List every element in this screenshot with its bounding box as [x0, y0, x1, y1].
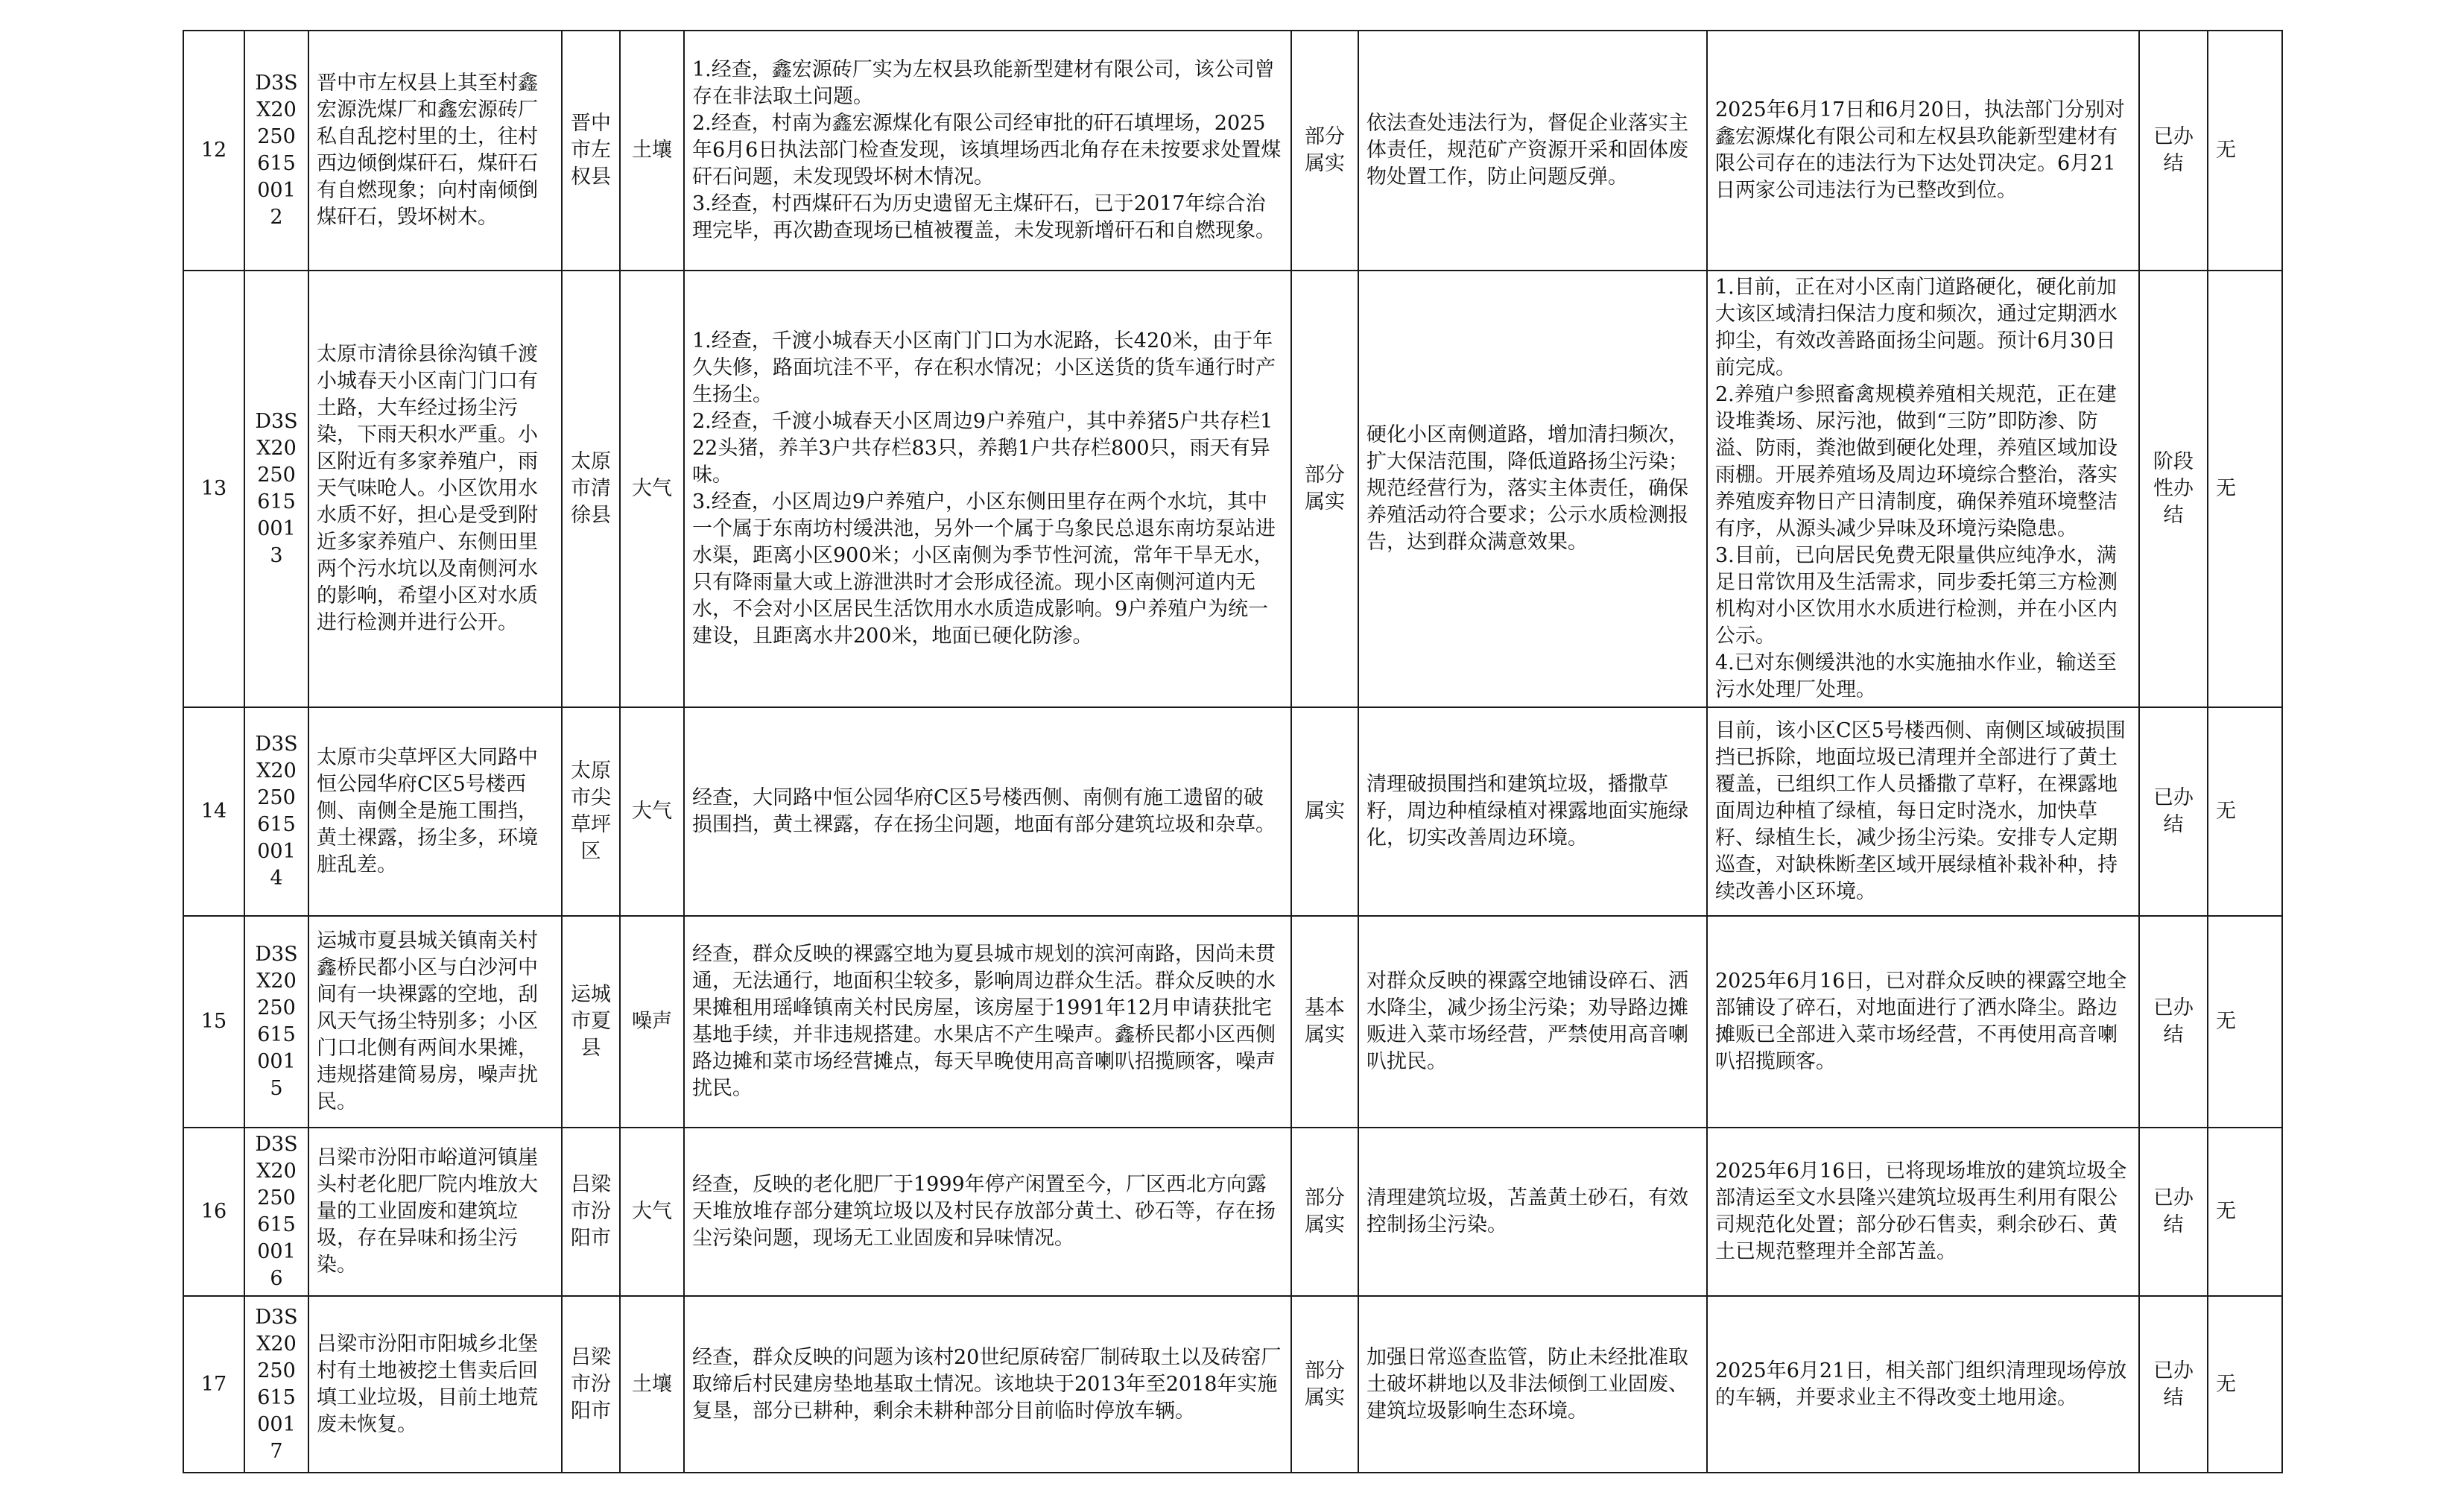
- investigation-findings-cell: 经查，大同路中恒公园华府C区5号楼西侧、南侧有施工遗留的破损围挡，黄土裸露，存在扬尘问题，地面有部分建筑垃圾和杂草。: [684, 707, 1291, 916]
- admin-area-cell: 吕梁市汾阳市: [562, 1296, 620, 1473]
- investigation-findings-cell: 经查，反映的老化肥厂于1999年停产闲置至今，厂区西北方向露天堆放堆存部分建筑垃圾以及村民存放部分黄土、砂石等，存在扬尘污染问题，现场无工业固废和异味情况。: [684, 1128, 1291, 1296]
- pollution-type-cell: 大气: [620, 1128, 684, 1296]
- investigation-findings-cell: 1.经查，鑫宏源砖厂实为左权县玖能新型建材有限公司，该公司曾存在非法取土问题。 2.经查，村南为鑫宏源煤化有限公司经审批的矸石填埋场，2025年6月6日执法部门检查发现，该填埋场西北角存在未按要求处置煤矸石问题，未发现毁坏树木情况。 3.经查，村西煤矸石为历史遗留无主煤矸石，已于2017年综合治理完毕，再次勘查现场已植被覆盖，未发现新增矸石和自燃现象。: [684, 31, 1291, 271]
- table-row: [183, 916, 2282, 1128]
- accountability-cell: 无: [2208, 271, 2282, 707]
- admin-area-cell: 吕梁市汾阳市: [562, 1128, 620, 1296]
- complaint-content-cell: 太原市清徐县徐沟镇千渡小城春天小区南门门口有土路，大车经过扬尘污染，下雨天积水严重。小区附近有多家养殖户，雨天气味呛人。小区饮用水水质不好，担心是受到附近多家养殖户、东侧田里两个污水坑以及南侧河水的影响，希望小区对水质进行检测并进行公开。: [308, 271, 562, 707]
- complaint-code-cell: D3SX20250615001 4: [244, 707, 308, 916]
- row-number-cell: 17: [183, 1296, 244, 1473]
- complaint-content-cell: 吕梁市汾阳市峪道河镇崖头村老化肥厂院内堆放大量的工业固废和建筑垃圾，存在异味和扬尘污染。: [308, 1128, 562, 1296]
- accountability-cell: 无: [2208, 916, 2282, 1128]
- row-number-cell: 12: [183, 31, 244, 271]
- accountability-cell: 无: [2208, 707, 2282, 916]
- admin-area-cell: 运城市夏县: [562, 916, 620, 1128]
- handling-measures-cell: 清理破损围挡和建筑垃圾，播撒草籽，周边种植绿植对裸露地面实施绿化，切实改善周边环境。: [1358, 707, 1707, 916]
- pollution-type-cell: 土壤: [620, 31, 684, 271]
- investigation-findings-cell: 经查，群众反映的裸露空地为夏县城市规划的滨河南路，因尚未贯通，无法通行，地面积尘较多，影响周边群众生活。群众反映的水果摊租用瑶峰镇南关村民房屋，该房屋于1991年12月申请获批宅基地手续，并非违规搭建。水果店不产生噪声。鑫桥民都小区西侧路边摊和菜市场经营摊点，每天早晚使用高音喇叭招揽顾客，噪声扰民。: [684, 916, 1291, 1128]
- row-number-cell: 15: [183, 916, 244, 1128]
- table-row: [183, 271, 2282, 707]
- rectification-progress-cell: 2025年6月16日，已对群众反映的裸露空地全部铺设了碎石，对地面进行了洒水降尘。路边摊贩已全部进入菜市场经营，不再使用高音喇叭招揽顾客。: [1707, 916, 2139, 1128]
- completion-status-cell: 已办结: [2139, 707, 2208, 916]
- completion-status-cell: 已办结: [2139, 1128, 2208, 1296]
- completion-status-cell: 已办结: [2139, 31, 2208, 271]
- verdict-cell: 部分属实: [1291, 271, 1358, 707]
- accountability-cell: 无: [2208, 31, 2282, 271]
- complaint-code-cell: D3SX20250615001 7: [244, 1296, 308, 1473]
- admin-area-cell: 太原市清徐县: [562, 271, 620, 707]
- accountability-cell: 无: [2208, 1296, 2282, 1473]
- case-table: [183, 30, 2283, 1473]
- pollution-type-cell: 土壤: [620, 1296, 684, 1473]
- handling-measures-cell: 对群众反映的裸露空地铺设碎石、洒水降尘，减少扬尘污染；劝导路边摊贩进入菜市场经营，严禁使用高音喇叭扰民。: [1358, 916, 1707, 1128]
- verdict-cell: 属实: [1291, 707, 1358, 916]
- admin-area-cell: 太原市尖草坪区: [562, 707, 620, 916]
- completion-status-cell: 已办结: [2139, 916, 2208, 1128]
- handling-measures-cell: 依法查处违法行为，督促企业落实主体责任，规范矿产资源开采和固体废物处置工作，防止问题反弹。: [1358, 31, 1707, 271]
- complaint-content-cell: 运城市夏县城关镇南关村鑫桥民都小区与白沙河中间有一块裸露的空地，刮风天气扬尘特别多；小区门口北侧有两间水果摊，违规搭建简易房，噪声扰民。: [308, 916, 562, 1128]
- complaint-code-cell: D3SX20250615001 5: [244, 916, 308, 1128]
- table-row: [183, 31, 2282, 271]
- rectification-progress-cell: 2025年6月16日，已将现场堆放的建筑垃圾全部清运至文水县隆兴建筑垃圾再生利用有限公司规范化处置；部分砂石售卖，剩余砂石、黄土已规范整理并全部苫盖。: [1707, 1128, 2139, 1296]
- pollution-type-cell: 大气: [620, 271, 684, 707]
- investigation-findings-cell: 1.经查，千渡小城春天小区南门门口为水泥路，长420米，由于年久失修，路面坑洼不平，存在积水情况；小区送货的货车通行时产生扬尘。 2.经查，千渡小城春天小区周边9户养殖户，其中养猪5户共存栏122头猪，养羊3户共存栏83只，养鹅1户共存栏800只，雨天有异味。 3.经查，小区周边9户养殖户，小区东侧田里存在两个水坑，其中一个属于东南坊村缓洪池，另外一个属于乌象民总退东南坊泵站进水渠，距离小区900米；小区南侧为季节性河流，常年干旱无水，只有降雨量大或上游泄洪时才会形成径流。现小区南侧河道内无水，不会对小区居民生活饮用水水质造成影响。9户养殖户为统一建设，且距离水井200米，地面已硬化防渗。: [684, 271, 1291, 707]
- rectification-progress-cell: 2025年6月17日和6月20日，执法部门分别对鑫宏源煤化有限公司和左权县玖能新型建材有限公司存在的违法行为下达处罚决定。6月21日两家公司违法行为已整改到位。: [1707, 31, 2139, 271]
- handling-measures-cell: 清理建筑垃圾，苫盖黄土砂石，有效控制扬尘污染。: [1358, 1128, 1707, 1296]
- complaint-content-cell: 太原市尖草坪区大同路中恒公园华府C区5号楼西侧、南侧全是施工围挡，黄土裸露，扬尘多，环境脏乱差。: [308, 707, 562, 916]
- row-number-cell: 16: [183, 1128, 244, 1296]
- verdict-cell: 部分属实: [1291, 31, 1358, 271]
- row-number-cell: 13: [183, 271, 244, 707]
- pollution-type-cell: 噪声: [620, 916, 684, 1128]
- rectification-progress-cell: 2025年6月21日，相关部门组织清理现场停放的车辆，并要求业主不得改变土地用途。: [1707, 1296, 2139, 1473]
- pollution-type-cell: 大气: [620, 707, 684, 916]
- complaint-code-cell: D3SX20250615001 2: [244, 31, 308, 271]
- admin-area-cell: 晋中市左权县: [562, 31, 620, 271]
- complaint-code-cell: D3SX20250615001 6: [244, 1128, 308, 1296]
- table-row: [183, 1296, 2282, 1473]
- verdict-cell: 基本属实: [1291, 916, 1358, 1128]
- completion-status-cell: 已办结: [2139, 1296, 2208, 1473]
- verdict-cell: 部分属实: [1291, 1128, 1358, 1296]
- table-row: [183, 707, 2282, 916]
- accountability-cell: 无: [2208, 1128, 2282, 1296]
- investigation-findings-cell: 经查，群众反映的问题为该村20世纪原砖窑厂制砖取土以及砖窑厂取缔后村民建房垫地基取土情况。该地块于2013年至2018年实施复垦，部分已耕种，剩余未耕种部分目前临时停放车辆。: [684, 1296, 1291, 1473]
- handling-measures-cell: 硬化小区南侧道路，增加清扫频次，扩大保洁范围，降低道路扬尘污染；规范经营行为，落实主体责任，确保养殖活动符合要求；公示水质检测报告，达到群众满意效果。: [1358, 271, 1707, 707]
- verdict-cell: 部分属实: [1291, 1296, 1358, 1473]
- complaint-content-cell: 吕梁市汾阳市阳城乡北堡村有土地被挖土售卖后回填工业垃圾，目前土地荒废未恢复。: [308, 1296, 562, 1473]
- complaint-content-cell: 晋中市左权县上其至村鑫宏源洗煤厂和鑫宏源砖厂私自乱挖村里的土，往村西边倾倒煤矸石，煤矸石有自燃现象；向村南倾倒煤矸石，毁坏树木。: [308, 31, 562, 271]
- table-row: [183, 1128, 2282, 1296]
- handling-measures-cell: 加强日常巡查监管，防止未经批准取土破坏耕地以及非法倾倒工业固废、建筑垃圾影响生态环境。: [1358, 1296, 1707, 1473]
- complaint-code-cell: D3SX20250615001 3: [244, 271, 308, 707]
- rectification-progress-cell: 目前，该小区C区5号楼西侧、南侧区域破损围挡已拆除，地面垃圾已清理并全部进行了黄土覆盖，已组织工作人员播撒了草籽，在裸露地面周边种植了绿植，每日定时浇水，加快草籽、绿植生长，减少扬尘污染。安排专人定期巡查，对缺株断垄区域开展绿植补栽补种，持续改善小区环境。: [1707, 707, 2139, 916]
- completion-status-cell: 阶段性办结: [2139, 271, 2208, 707]
- rectification-progress-cell: 1.目前，正在对小区南门道路硬化，硬化前加大该区域清扫保洁力度和频次，通过定期洒水抑尘，有效改善路面扬尘问题。预计6月30日前完成。 2.养殖户参照畜禽规模养殖相关规范，正在建设堆粪场、尿污池，做到“三防”即防渗、防溢、防雨，粪池做到硬化处理，养殖区域加设雨棚。开展养殖场及周边环境综合整治，落实养殖废弃物日产日清制度，确保养殖环境整洁有序，从源头减少异味及环境污染隐患。 3.目前，已向居民免费无限量供应纯净水，满足日常饮用及生活需求，同步委托第三方检测机构对小区饮用水水质进行检测，并在小区内公示。 4.已对东侧缓洪池的水实施抽水作业，输送至污水处理厂处理。: [1707, 271, 2139, 707]
- row-number-cell: 14: [183, 707, 244, 916]
